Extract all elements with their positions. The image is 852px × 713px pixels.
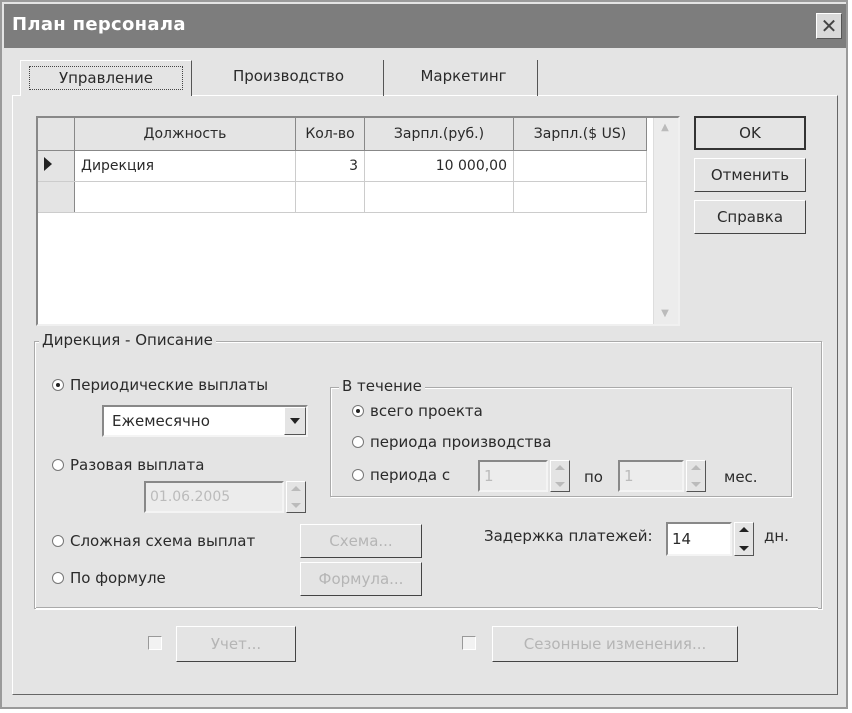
cell-salary-rub[interactable]: 10 000,00 [365, 151, 514, 182]
frequency-select[interactable] [102, 405, 308, 437]
radio-whole-label: всего проекта [370, 402, 483, 420]
stepper-up-icon [555, 465, 565, 470]
description-legend: Дирекция - Описание [39, 331, 216, 349]
tab-production[interactable]: Производство [194, 60, 384, 96]
footer-divider [36, 607, 818, 609]
date-stepper[interactable] [286, 481, 306, 513]
stepper-up-icon [291, 486, 301, 491]
radio-periodic[interactable] [52, 376, 268, 394]
radio-period-from[interactable] [352, 466, 450, 484]
payment-delay-input[interactable]: 14 [666, 522, 732, 556]
cell-position[interactable]: Дирекция [75, 151, 296, 182]
period-from-field[interactable]: 1 [478, 460, 548, 492]
grid-corner [38, 118, 75, 151]
close-icon[interactable]: ✕ [816, 13, 842, 39]
stepper-down-icon [291, 503, 301, 508]
period-to-field[interactable]: 1 [618, 460, 684, 492]
cell-empty[interactable] [514, 182, 647, 213]
col-header-count[interactable]: Кол-во [296, 118, 365, 151]
account-button[interactable]: Учет... [176, 626, 296, 662]
radio-whole-project[interactable] [352, 402, 483, 420]
stepper-down-icon [739, 546, 749, 551]
radio-complex-dot [52, 535, 64, 547]
radio-production-dot [352, 436, 364, 448]
radio-periodic-label: Периодические выплаты [70, 376, 269, 394]
radio-one-time-dot [52, 459, 64, 471]
payment-delay-stepper[interactable] [734, 522, 754, 556]
window-title: План персонала [12, 14, 186, 35]
one-time-date-field[interactable]: 01.06.2005 [144, 481, 284, 513]
help-button[interactable]: Справка [694, 200, 806, 234]
radio-formula-label: По формуле [70, 569, 166, 587]
period-to-label: по [584, 468, 603, 486]
grid-header-row [38, 118, 647, 151]
radio-from-label: периода с [370, 466, 451, 484]
row-indicator [38, 182, 75, 213]
scheme-button[interactable]: Схема... [300, 524, 422, 558]
title-bar[interactable] [4, 4, 846, 48]
tab-management-label: Управление [29, 66, 183, 90]
col-header-salary-usd[interactable]: Зарпл.($ US) [514, 118, 647, 151]
radio-whole-dot [352, 405, 364, 417]
cell-count[interactable]: 3 [296, 151, 365, 182]
radio-complex-label: Сложная схема выплат [70, 532, 256, 550]
cell-empty[interactable] [365, 182, 514, 213]
radio-complex[interactable] [52, 532, 255, 550]
stepper-up-icon [691, 465, 701, 470]
tab-management[interactable] [20, 60, 192, 96]
row-pointer-icon [44, 157, 52, 171]
staff-grid[interactable] [36, 116, 680, 326]
seasonal-checkbox[interactable] [462, 636, 476, 650]
tab-marketing[interactable]: Маркетинг [390, 60, 538, 96]
radio-production-label: периода производства [370, 433, 552, 451]
seasonal-button[interactable]: Сезонные изменения... [492, 626, 738, 662]
radio-from-dot [352, 469, 364, 481]
radio-formula[interactable] [52, 569, 166, 587]
radio-one-time[interactable] [52, 456, 204, 474]
radio-periodic-dot [52, 379, 64, 391]
frequency-value: Ежемесячно [112, 412, 210, 430]
radio-production-period[interactable] [352, 433, 551, 451]
scroll-down-icon[interactable]: ▼ [661, 308, 669, 319]
chevron-down-icon[interactable] [284, 407, 306, 435]
radio-one-time-label: Разовая выплата [70, 456, 205, 474]
cell-salary-usd[interactable] [514, 151, 647, 182]
table-row-empty[interactable] [38, 182, 647, 213]
account-checkbox[interactable] [148, 636, 162, 650]
scroll-up-icon[interactable]: ▲ [661, 122, 669, 133]
period-to-stepper[interactable] [686, 460, 706, 492]
months-unit-label: мес. [724, 468, 758, 486]
stepper-down-icon [555, 482, 565, 487]
col-header-salary-rub[interactable]: Зарпл.(руб.) [365, 118, 514, 151]
grid-scrollbar[interactable] [653, 118, 678, 324]
payment-delay-label: Задержка платежей: [484, 527, 653, 545]
cell-empty[interactable] [296, 182, 365, 213]
formula-button[interactable]: Формула... [300, 562, 422, 596]
radio-formula-dot [52, 572, 64, 584]
stepper-up-icon [739, 527, 749, 532]
period-from-stepper[interactable] [550, 460, 570, 492]
row-indicator [38, 151, 75, 182]
days-unit-label: дн. [764, 527, 789, 545]
stepper-down-icon [691, 482, 701, 487]
cancel-button[interactable]: Отменить [694, 158, 806, 192]
cell-empty[interactable] [75, 182, 296, 213]
ok-button[interactable]: OK [694, 116, 806, 150]
col-header-position[interactable]: Должность [75, 118, 296, 151]
during-legend: В течение [339, 377, 425, 395]
table-row[interactable] [38, 151, 647, 182]
